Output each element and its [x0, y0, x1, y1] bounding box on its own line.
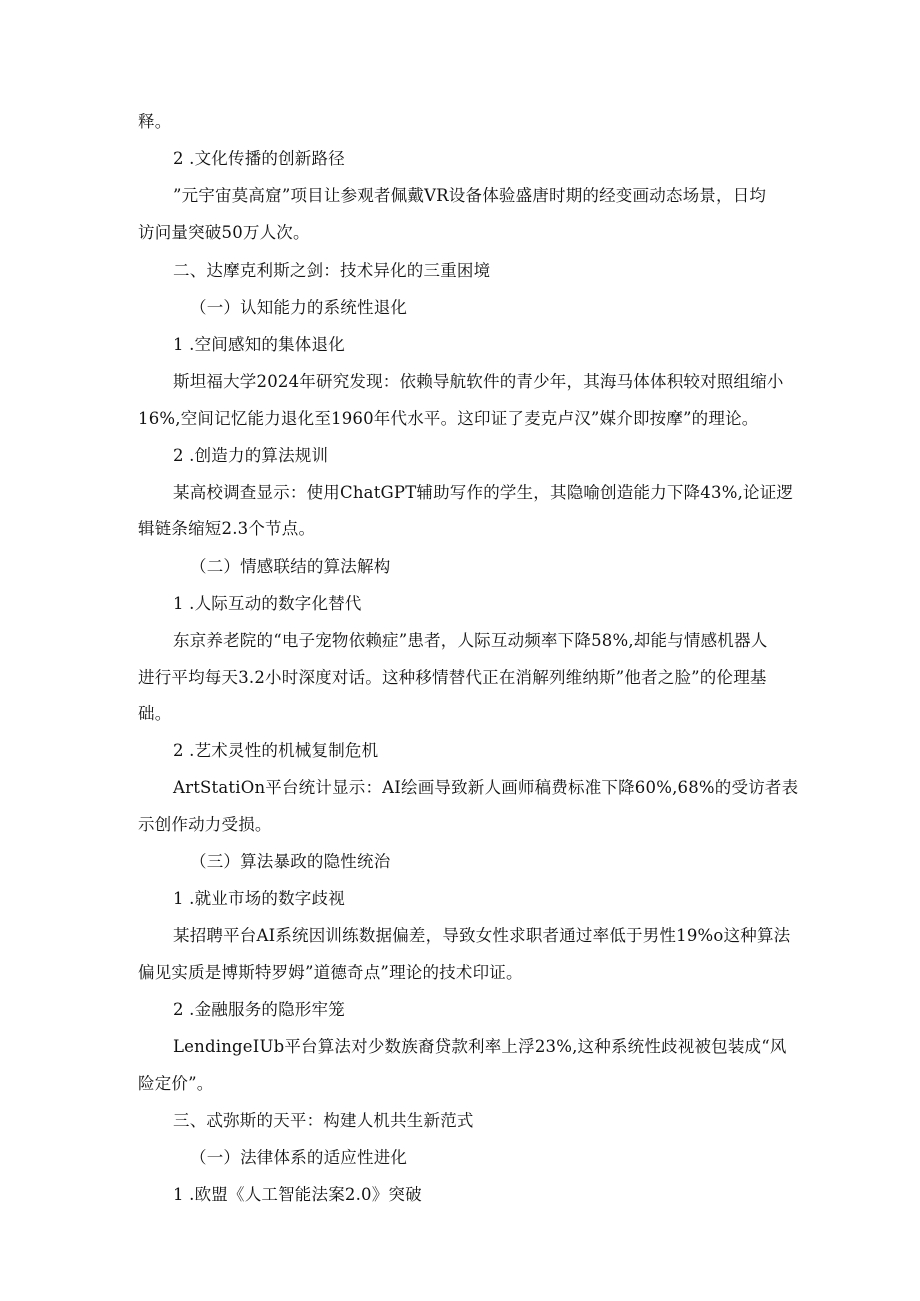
paragraph-line: 16%,空间记忆能力退化至1960年代水平。这印证了麦克卢汉”媒介即按摩”的理论。 [138, 409, 759, 428]
subsection-heading: 2 .文化传播的创新路径 [173, 149, 345, 168]
paragraph-line: 偏见实质是博斯特罗姆”道德奇点”理论的技术印证。 [138, 963, 523, 982]
subsection-heading: 1 .空间感知的集体退化 [173, 335, 345, 354]
paragraph-line: 某招聘平台AI系统因训练数据偏差，导致女性求职者通过率低于男性19%o这种算法 [173, 926, 791, 945]
paragraph-line: 示创作动力受损。 [138, 815, 272, 834]
subsection-heading: 2 .创造力的算法规训 [173, 446, 329, 465]
paragraph-line: 进行平均每天3.2小时深度对话。这种移情替代正在消解列维纳斯”他者之脸”的伦理基 [138, 668, 767, 687]
subsection-heading: 1 .就业市场的数字歧视 [173, 889, 345, 908]
section-heading: 二、达摩克利斯之剑：技术异化的三重困境 [173, 261, 491, 280]
paragraph-line: 辑链条缩短2.3个节点。 [138, 519, 316, 538]
paragraph-line: 斯坦福大学2024年研究发现：依赖导航软件的青少年，其海马体体积较对照组缩小 [173, 372, 784, 391]
paragraph-line: 东京养老院的“电子宠物依赖症”患者，人际互动频率下降58%,却能与情感机器人 [173, 631, 768, 650]
paragraph-line: 础。 [138, 704, 172, 723]
subsection-heading: 2 .艺术灵性的机械复制危机 [173, 741, 379, 760]
paragraph-line: ”元宇宙莫高窟”项目让参观者佩戴VR设备体验盛唐时期的经变画动态场景，日均 [173, 186, 767, 205]
paragraph-line: 访问量突破50万人次。 [138, 223, 310, 242]
subsection-title: （三）算法暴政的隐性统治 [190, 852, 391, 871]
subsection-title: （一）认知能力的系统性退化 [190, 298, 408, 317]
subsection-title: （二）情感联结的算法解构 [190, 557, 391, 576]
subsection-title: （一）法律体系的适应性进化 [190, 1148, 408, 1167]
paragraph-line: 某高校调查显示：使用ChatGPT辅助写作的学生，其隐喻创造能力下降43%,论证逻 [173, 483, 794, 502]
paragraph-line: ArtStatiOn平台统计显示：AI绘画导致新人画师稿费标准下降60%,68%的受访者表 [173, 778, 799, 797]
section-heading: 三、忒弥斯的天平：构建人机共生新范式 [173, 1111, 474, 1130]
subsection-heading: 2 .金融服务的隐形牢笼 [173, 1000, 345, 1019]
subsection-heading: 1 .人际互动的数字化替代 [173, 594, 362, 613]
paragraph-line: LendingeIUb平台算法对少数族裔贷款利率上浮23%,这种系统性歧视被包装成“风 [173, 1037, 787, 1056]
paragraph-line: 险定价”。 [138, 1074, 214, 1093]
subsection-heading: 1 .欧盟《人工智能法案2.0》突破 [173, 1185, 422, 1204]
paragraph-line: 释。 [138, 112, 172, 131]
